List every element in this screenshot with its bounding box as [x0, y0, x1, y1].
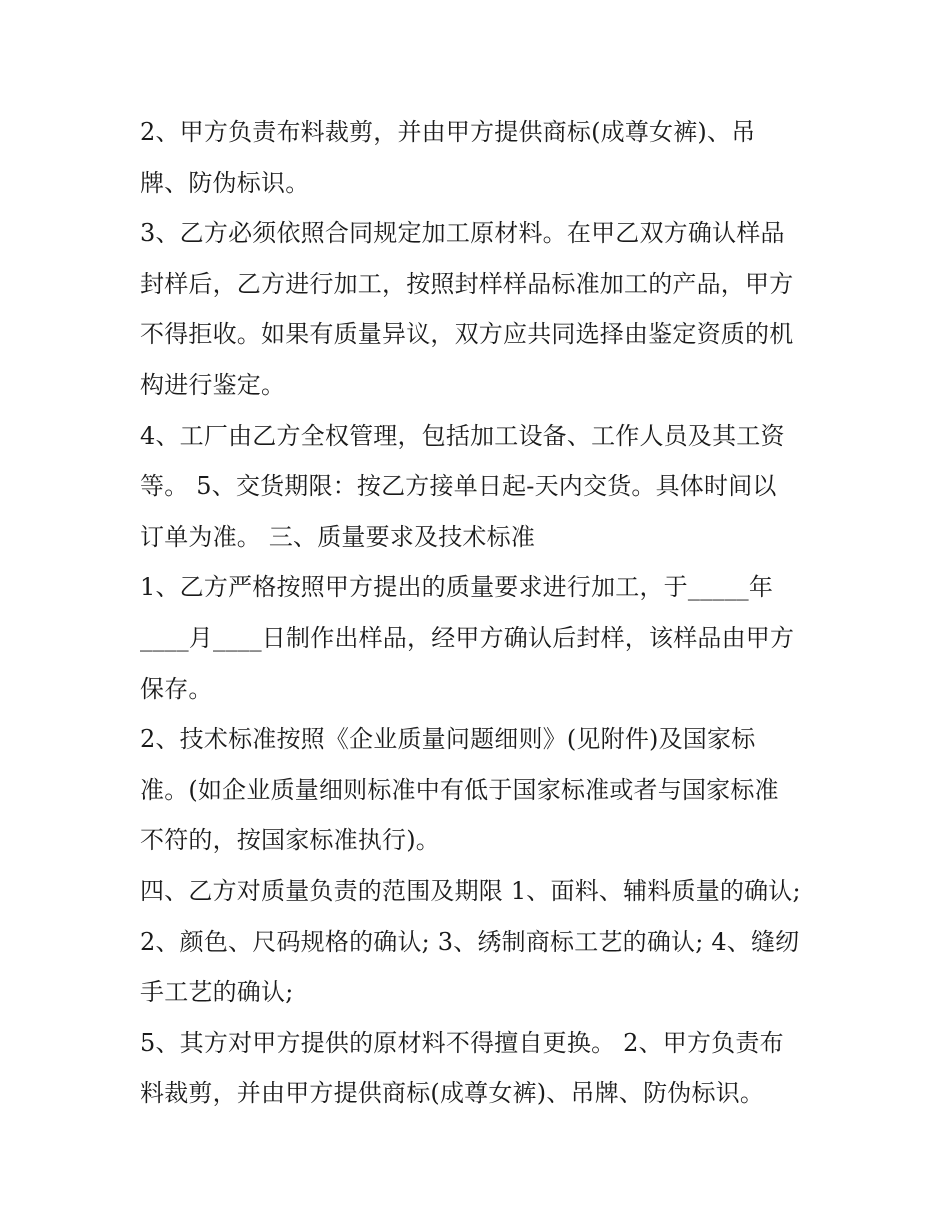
- text-line: 4、工厂由乙方全权管理，包括加工设备、工作人员及其工资: [140, 421, 785, 450]
- text-line: 1、乙方严格按照甲方提出的质量要求进行加工，于_____年: [140, 573, 774, 602]
- text-line: 2、甲方负责布料裁剪，并由甲方提供商标(成尊女裤)、吊: [140, 118, 756, 146]
- text-line: 不符的，按国家标准执行)。: [140, 826, 440, 855]
- text-line: ____月____日制作出样品，经甲方确认后封样，该样品由甲方: [140, 623, 795, 652]
- text-line: 3、乙方必须依照合同规定加工原材料。在甲乙双方确认样品: [140, 219, 785, 248]
- text-line: 2、颜色、尺码规格的确认; 3、绣制商标工艺的确认; 4、缝纫: [140, 927, 800, 956]
- text-line: 不得拒收。如果有质量异议，双方应共同选择由鉴定资质的机: [140, 320, 794, 349]
- text-line: 手工艺的确认;: [140, 978, 294, 1007]
- text-line: 牌、防伪标识。: [140, 168, 310, 197]
- text-line: 5、其方对甲方提供的原材料不得擅自更换。 2、甲方负责布: [140, 1028, 784, 1057]
- text-line: 订单为准。 三、质量要求及技术标准: [140, 522, 536, 551]
- text-line: 构进行鉴定。: [140, 370, 286, 399]
- text-line: 保存。: [140, 674, 213, 703]
- text-line: 等。 5、交货期限：按乙方接单日起-天内交货。具体时间以: [140, 472, 777, 501]
- text-line: 2、技术标准按照《企业质量问题细则》(见附件)及国家标: [140, 725, 756, 754]
- document-body: [140, 107, 820, 1119]
- text-line: 封样后，乙方进行加工，按照封样样品标准加工的产品，甲方: [140, 269, 794, 298]
- text-line: 四、乙方对质量负责的范围及期限 1、面料、辅料质量的确认;: [140, 876, 801, 905]
- text-line: 料裁剪，并由甲方提供商标(成尊女裤)、吊牌、防伪标识。: [140, 1079, 765, 1108]
- text-line: 准。(如企业质量细则标准中有低于国家标准或者与国家标准: [140, 775, 779, 804]
